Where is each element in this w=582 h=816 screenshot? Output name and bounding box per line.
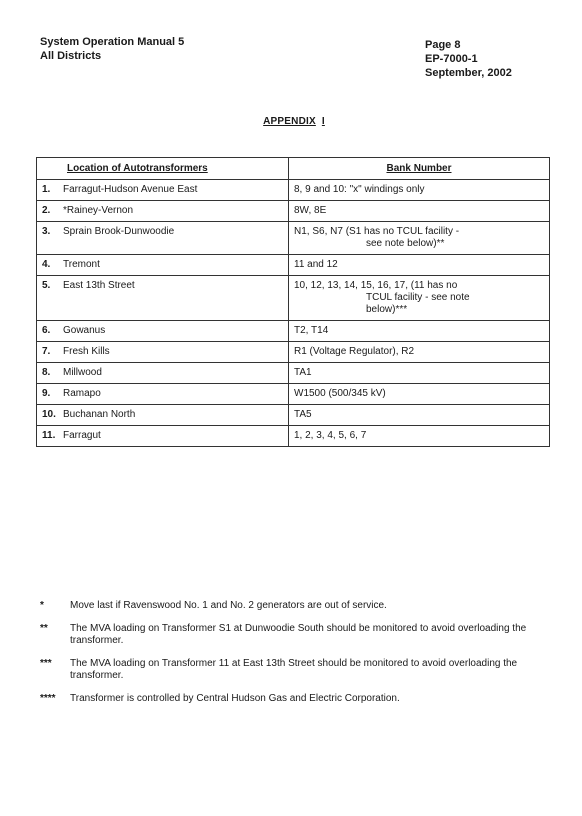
location-cell [37,201,289,222]
footnote-mark: *** [40,658,52,669]
location-cell [37,276,289,321]
autotransformer-table [36,157,550,447]
location-name: Farragut-Hudson Avenue East [63,184,198,195]
bank-line: see note below)** [366,238,445,249]
table-row [37,321,550,342]
bank-cell [289,342,550,363]
location-cell [37,363,289,384]
row-number: 7. [42,346,51,357]
footnote-text: The MVA loading on Transformer 11 at East 13th Street should be monitored to avoid overloading the transformer. [70,658,518,681]
appendix-suffix: I [321,116,325,127]
table-row [37,342,550,363]
bank-cell [289,363,550,384]
footnote [40,658,550,682]
header-left [40,35,184,63]
bank-line: T2, T14 [294,325,329,336]
row-number: 2. [42,205,51,216]
bank-cell [289,201,550,222]
footnote-text: Transformer is controlled by Central Hudson Gas and Electric Corporation. [70,693,400,704]
location-name: Fresh Kills [63,346,110,357]
bank-cell [289,321,550,342]
footnote-text: The MVA loading on Transformer S1 at Dunwoodie South should be monitored to avoid overloading the transformer. [70,623,527,646]
location-name: Farragut [63,430,101,441]
location-cell [37,384,289,405]
footnote-text: Move last if Ravenswood No. 1 and No. 2 generators are out of service. [70,600,387,611]
row-number: 5. [42,280,51,291]
location-cell [37,255,289,276]
table-row [37,201,550,222]
bank-line: 11 and 12 [294,259,338,270]
column-header-location: Location of Autotransformers [37,158,289,180]
table-row [37,255,550,276]
bank-line: R1 (Voltage Regulator), R2 [294,346,415,357]
bank-cell [289,384,550,405]
location-cell [37,222,289,255]
bank-line: 10, 12, 13, 14, 15, 16, 17, (11 has no [294,280,458,291]
bank-line: W1500 (500/345 kV) [294,388,386,399]
header-right [425,38,512,80]
row-number: 3. [42,226,51,237]
row-number: 10. [42,409,56,420]
manual-title: System Operation Manual 5 [40,36,185,48]
location-name: Sprain Brook-Dunwoodie [63,226,175,237]
row-number: 4. [42,259,51,270]
page-number: Page 8 [425,39,461,51]
bank-line: 8W, 8E [294,205,327,216]
location-cell [37,180,289,201]
location-cell [37,405,289,426]
footnote-mark: * [40,600,44,611]
bank-cell [289,180,550,201]
bank-line: N1, S6, N7 (S1 has no TCUL facility - [294,226,460,237]
bank-line: TA5 [294,409,312,420]
bank-line: below)*** [366,304,408,315]
table-row [37,276,550,321]
location-name: Millwood [63,367,102,378]
row-number: 9. [42,388,51,399]
row-number: 1. [42,184,51,195]
document-date: September, 2002 [425,67,512,79]
column-header-bank-number: Bank Number [289,158,550,180]
districts: All Districts [40,50,102,62]
bank-cell [289,222,550,255]
row-number: 8. [42,367,51,378]
bank-line: TA1 [294,367,312,378]
footnotes [40,600,550,716]
footnote [40,693,550,705]
table-row [37,363,550,384]
table-row [37,405,550,426]
footnote [40,623,550,647]
document-code: EP-7000-1 [425,53,478,65]
footnote-mark: **** [40,693,56,704]
table-row [37,384,550,405]
footnote-mark: ** [40,623,48,634]
location-name: Buchanan North [63,409,136,420]
row-number: 6. [42,325,51,336]
location-cell [37,321,289,342]
bank-cell [289,276,550,321]
location-name: Ramapo [63,388,101,399]
table-row [37,222,550,255]
location-name: *Rainey-Vernon [63,205,134,216]
row-number: 11. [42,430,56,441]
location-name: Tremont [63,259,100,270]
bank-line: 8, 9 and 10: "x" windings only [294,184,425,195]
table-row [37,180,550,201]
table-row [37,426,550,447]
location-cell [37,426,289,447]
location-name: Gowanus [63,325,106,336]
location-cell [37,342,289,363]
bank-cell [289,426,550,447]
bank-line: 1, 2, 3, 4, 5, 6, 7 [294,430,367,441]
bank-cell [289,405,550,426]
footnote [40,600,550,612]
location-name: East 13th Street [63,280,135,291]
appendix-title: APPENDIX I [263,116,325,127]
bank-cell [289,255,550,276]
bank-line: TCUL facility - see note [366,292,470,303]
table-header-row [37,158,550,180]
